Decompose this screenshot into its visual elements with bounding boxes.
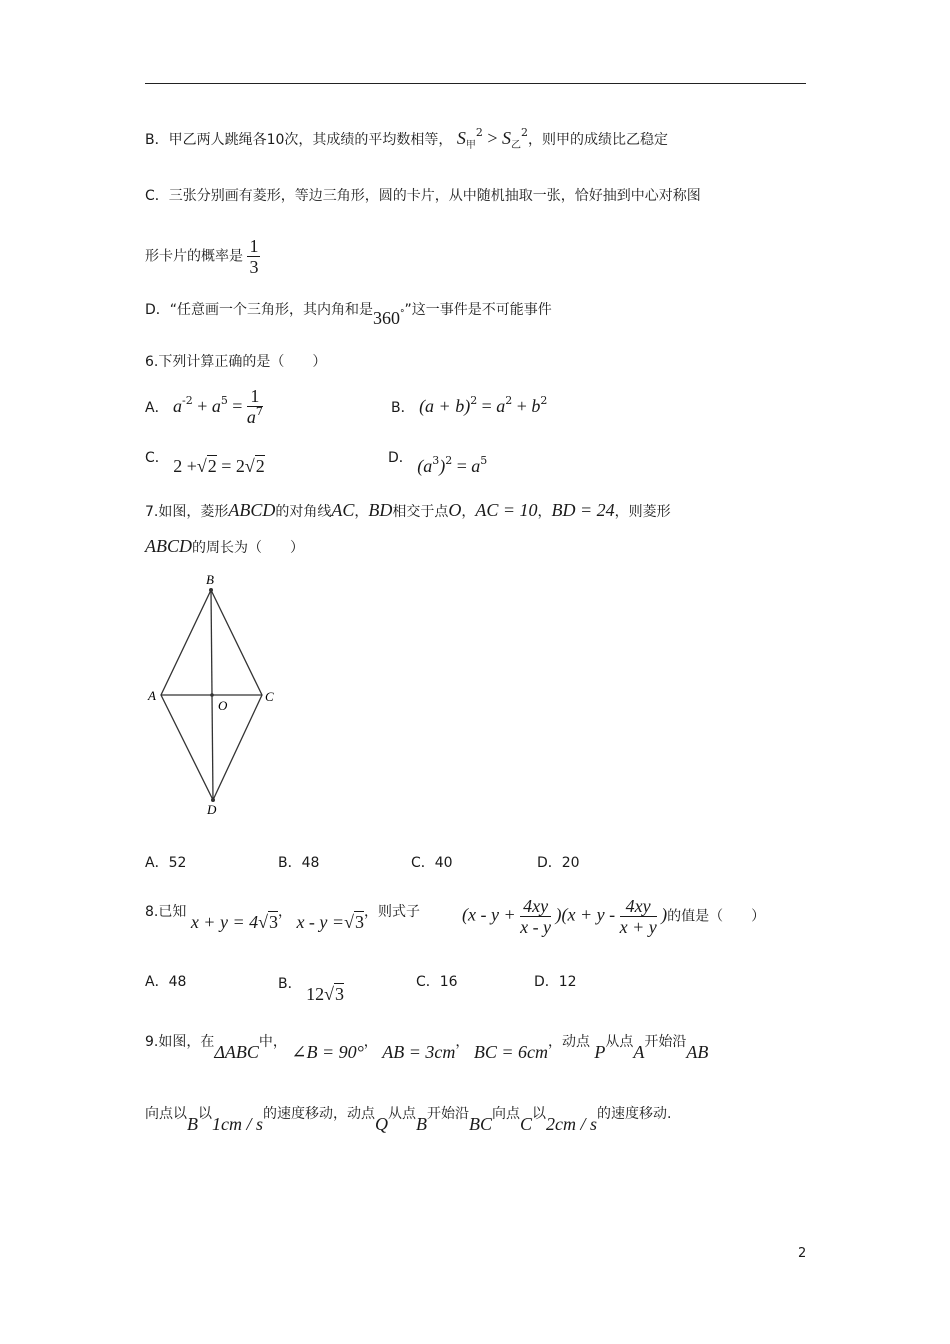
option-c-line (145, 186, 701, 206)
point-q: Q (375, 1114, 388, 1134)
q6-option-c: C． 2 +√2 = 2√2 (145, 450, 265, 476)
question-text: 7.如图，菱形 (145, 504, 229, 520)
question-6-stem: 6.下列计算正确的是（ ） (145, 354, 327, 370)
question-text: 开始沿 (427, 1106, 469, 1122)
question-text: 向点 (492, 1106, 521, 1122)
option-label: B． (145, 132, 169, 148)
paren: ) (439, 456, 446, 476)
variance-symbol: S (456, 128, 466, 148)
fraction-denominator: x + y (619, 917, 657, 937)
question-text: 从点 (388, 1106, 416, 1122)
question-text: 的周长为（ ） (192, 540, 304, 556)
q8-option-b: B． 12√3 (278, 976, 344, 1004)
degree-sign: ° (400, 309, 405, 319)
equals-sign: = (481, 396, 492, 416)
fraction (620, 896, 657, 937)
comma: ， (537, 504, 552, 520)
exponent: 2 (475, 126, 483, 139)
question-text: 以 (198, 1106, 212, 1122)
var-a: a (496, 396, 506, 416)
fraction-numerator: 4xy (520, 896, 551, 917)
var-a: a (173, 396, 183, 416)
gt-sign: > (487, 128, 498, 148)
option-text: ，则甲的成绩比乙稳定 (527, 132, 668, 148)
option-text: ”这一事件是不可能事件 (404, 302, 552, 318)
bc-length: BC = 6cm (473, 1042, 548, 1062)
plus-sign: + (197, 396, 208, 416)
question-text: 的对角线 (275, 504, 332, 520)
vertex-label-d: D (207, 802, 217, 817)
var-a: a (471, 456, 481, 476)
plus-sign: + (516, 396, 527, 416)
exponent: 3 (432, 454, 440, 467)
question-text: 向点以 (145, 1106, 187, 1122)
q8-option-a: A．48 (145, 974, 187, 990)
exponent: 5 (480, 454, 488, 467)
exponent: 2 (445, 454, 453, 467)
probability-fraction (247, 236, 260, 277)
exponent: 2 (540, 394, 548, 407)
coefficient: 12 (306, 984, 325, 1004)
center-label-o: O (218, 698, 228, 713)
expression: = 2 (221, 456, 245, 476)
question-text: ，则菱形 (614, 504, 671, 520)
comma: ， (277, 904, 292, 920)
ab-length: AB = 3cm (382, 1042, 456, 1062)
segment-bc: BC (469, 1114, 493, 1134)
rhombus-name: ABCD (228, 500, 276, 520)
sqrt-radicand: 3 (354, 912, 364, 932)
exponent: 2 (470, 394, 478, 407)
question-text: ，动点 (547, 1034, 590, 1050)
point-a: A (633, 1042, 645, 1062)
diagonal-ac: AC (331, 500, 355, 520)
option-text: 三张分别画有菱形，等边三角形，圆的卡片，从中随机抽取一张，恰好抽到中心对称图 (168, 188, 701, 204)
var-a: a (246, 407, 256, 427)
fraction-numerator: 4xy (620, 896, 657, 917)
point-b: B (187, 1114, 198, 1134)
diagonal-bd: BD (368, 500, 393, 520)
exponent: 7 (255, 405, 263, 418)
comma: ， (354, 504, 369, 520)
page-number: 2 (798, 1246, 807, 1261)
q7-option-a: A．52 (145, 855, 187, 871)
expression: 2 + (173, 456, 197, 476)
equals-sign: = (232, 396, 243, 416)
variance-symbol: S (501, 128, 511, 148)
option-text: 甲乙两人跳绳各10次，其成绩的平均数相等， (168, 132, 453, 148)
sqrt-radicand: 3 (334, 984, 344, 1004)
question-text: ，则式子 (363, 904, 420, 920)
q8-option-d: D．12 (534, 974, 577, 990)
q7-option-c: C．40 (411, 855, 453, 871)
vertex-label-c: C (265, 689, 274, 704)
option-b-line (145, 128, 668, 152)
option-text: “任意画一个三角形，其内角和是 (169, 302, 374, 318)
option-label: C． (145, 188, 169, 204)
question-9-stem: 9.如图，在ΔABC中， ∠B = 90°， AB = 3cm， BC = 6cm，动点 P从点A开始沿AB (145, 1034, 709, 1062)
fraction-denominator: 3 (249, 257, 259, 277)
q7-option-d: D．20 (537, 855, 580, 871)
condition-2: x - y = (296, 912, 345, 932)
question-text: 开始沿 (644, 1034, 687, 1050)
exponent: 2 (520, 126, 528, 139)
expression: ) (661, 904, 668, 925)
segment-ab: AB (686, 1042, 709, 1062)
question-text: 相交于点 (392, 504, 449, 520)
q8-option-c: C．16 (416, 974, 458, 990)
question-text: 9.如图，在 (145, 1034, 215, 1050)
option-d-line (145, 298, 552, 328)
speed-q: 2cm / s (546, 1114, 598, 1134)
question-text: 8.已知 (145, 904, 187, 920)
option-label: B． (391, 400, 415, 416)
exponent: -2 (182, 394, 193, 407)
sqrt-radicand: 2 (207, 456, 217, 476)
comma: ， (461, 504, 476, 520)
vertex-label-a: A (148, 688, 156, 703)
option-label: D． (388, 450, 413, 466)
question-text: 中， (258, 1034, 287, 1050)
question-text: 从点 (605, 1034, 634, 1050)
speed-p: 1cm / s (212, 1114, 263, 1134)
option-text: 形卡片的概率是 (145, 248, 243, 265)
expression: (x - y + (462, 904, 516, 925)
option-label: A． (145, 400, 169, 416)
equals-sign: = (456, 456, 467, 476)
vertex-label-b: B (206, 572, 214, 587)
question-text: 的值是（ ） (667, 908, 766, 925)
var-a: a (211, 396, 221, 416)
var-b: b (531, 396, 541, 416)
subscript-yi: 乙 (510, 140, 521, 151)
ac-length: AC = 10 (475, 500, 538, 520)
header-rule (145, 83, 806, 84)
condition-1: x + y = 4 (190, 912, 259, 932)
q6-option-b (391, 396, 547, 419)
sqrt-radicand: 3 (268, 912, 278, 932)
question-text: 的速度移动. (597, 1106, 672, 1122)
fraction-denominator: x - y (520, 917, 552, 937)
q6-option-a (145, 386, 263, 430)
point-p: P (594, 1042, 606, 1062)
point-c: C (520, 1114, 533, 1134)
question-9-line-2 (145, 1102, 672, 1134)
option-c-line2 (145, 236, 260, 277)
expression: (a + b) (419, 396, 471, 416)
q7-option-b: B．48 (278, 855, 320, 871)
question-7-stem-2 (145, 536, 304, 558)
point-o: O (448, 500, 462, 520)
fraction-denominator (247, 407, 263, 430)
q8-expression (462, 896, 765, 937)
fraction (247, 386, 263, 430)
angle-b: ∠B = 90° (291, 1042, 364, 1062)
option-label: C． (145, 450, 169, 466)
angle-value: 360 (373, 308, 401, 328)
expression: (a (417, 456, 433, 476)
exponent: 5 (220, 394, 228, 407)
sqrt-radicand: 2 (255, 456, 265, 476)
subscript-jia: 甲 (465, 140, 476, 151)
question-7-stem (145, 500, 671, 522)
question-text: 以 (532, 1106, 547, 1122)
fraction (520, 896, 551, 937)
expression: )(x + y - (555, 904, 616, 925)
question-8-stem: 8.已知 x + y = 4√3， x - y =√3，则式子 (145, 904, 420, 932)
option-label: D． (145, 302, 170, 318)
rhombus-name: ABCD (145, 536, 192, 556)
triangle-name: ΔABC (214, 1042, 259, 1062)
option-label: B． (278, 976, 302, 992)
rhombus-figure (140, 570, 290, 820)
point-b: B (416, 1114, 427, 1134)
q6-option-d (388, 446, 488, 476)
question-text: 的速度移动，动点 (263, 1106, 375, 1122)
exponent: 2 (505, 394, 513, 407)
fraction-numerator: 1 (247, 386, 263, 407)
bd-length: BD = 24 (551, 500, 615, 520)
fraction-numerator: 1 (249, 236, 259, 256)
